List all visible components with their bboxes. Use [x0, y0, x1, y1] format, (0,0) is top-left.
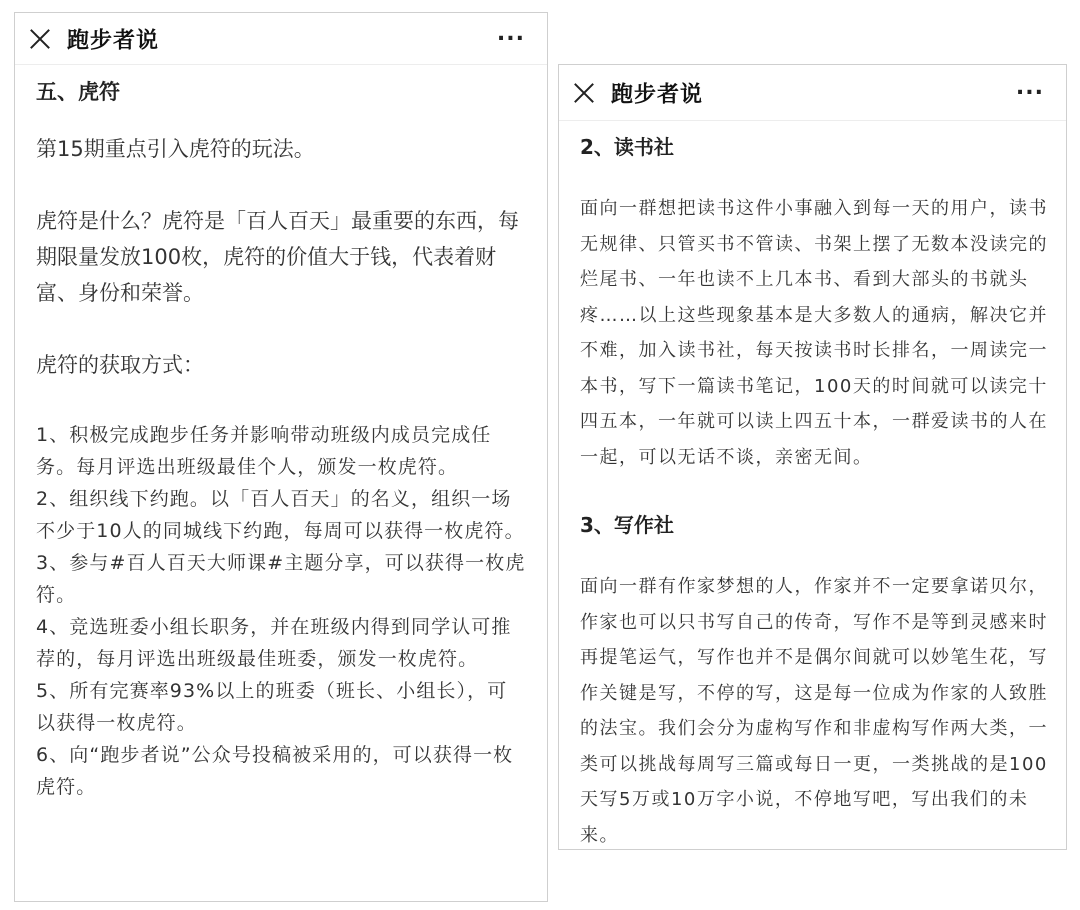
title-bar — [15, 13, 547, 65]
list-item: 2、组织线下约跑。以「百人百天」的名义，组织一场不少于10人的同城线下约跑，每周可以获得一枚虎符。 — [36, 488, 525, 542]
section-heading: 2、读书社 — [580, 135, 674, 159]
close-icon[interactable] — [29, 28, 51, 50]
list-item: 6、向“跑步者说”公众号投稿被采用的，可以获得一枚虎符。 — [36, 744, 514, 798]
app-title: 跑步者说 — [611, 82, 704, 107]
ways-title: 虎符的获取方式： — [36, 353, 204, 377]
article-content — [15, 65, 547, 803]
writing-paragraph: 面向一群有作家梦想的人，作家并不一定要拿诺贝尔，作家也可以只书写自己的传奇，写作不是等到灵感来时再提笔运气，写作也并不是偶尔间就可以妙笔生花，写作关键是写，不停的写，这是每一位成为作家的人致胜的法宝。我们会分为虚构写作和非虚构写作两大类，一类可以挑战每周写三篇或每日一更，一类挑战的是100天写5万或10万字小说，不停地写吧，写出我们的未来。 — [580, 576, 1048, 846]
reading-paragraph: 面向一群想把读书这件小事融入到每一天的用户，读书无规律、只管买书不管读、书架上摆了无数本没读完的烂尾书、一年也读不上几本书、看到大部头的书就头疼……以上这些现象基本是大多数人的通病，解决它并不难，加入读书社，每天按读书时长排名，一周读完一本书，写下一篇读书笔记，100天的时间就可以读完十四五本，一年就可以读上四五十本，一群爱读书的人在一起，可以无话不谈，亲密无间。 — [580, 198, 1048, 468]
title-bar — [559, 65, 1066, 121]
left-phone-screen — [14, 12, 548, 902]
definition-paragraph: 虎符是什么？虎符是「百人百天」最重要的东西，每期限量发放100枚，虎符的价值大于钱，代表着财富、身份和荣誉。 — [36, 209, 519, 305]
section-heading: 3、写作社 — [580, 513, 674, 537]
app-title: 跑步者说 — [67, 28, 160, 53]
section-heading: 五、虎符 — [36, 80, 120, 104]
more-icon[interactable]: ··· — [496, 26, 525, 51]
close-icon[interactable] — [573, 82, 595, 104]
list-item: 5、所有完赛率93%以上的班委（班长、小组长），可以获得一枚虎符。 — [36, 680, 508, 734]
list-item: 3、参与#百人百天大师课#主题分享，可以获得一枚虎符。 — [36, 552, 526, 606]
article-content — [559, 121, 1066, 850]
right-phone-screen — [558, 64, 1067, 850]
intro-paragraph: 第15期重点引入虎符的玩法。 — [36, 137, 315, 161]
more-icon[interactable]: ··· — [1015, 80, 1044, 105]
list-item: 4、竞选班委小组长职务，并在班级内得到同学认可推荐的，每月评选出班级最佳班委，颁发一枚虎符。 — [36, 616, 512, 670]
list-item: 1、积极完成跑步任务并影响带动班级内成员完成任务。每月评选出班级最佳个人，颁发一枚虎符。 — [36, 424, 492, 478]
